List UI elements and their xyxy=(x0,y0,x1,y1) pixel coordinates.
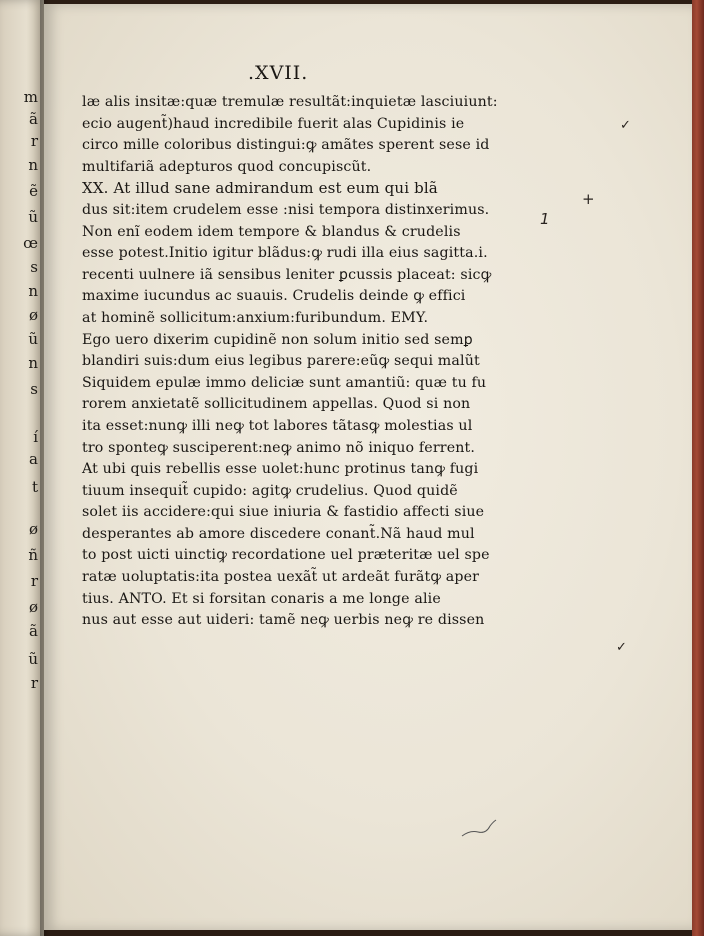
text-line: ita esset:nunꝙ illi neꝙ tot labores tãtasꝙ molestias ul xyxy=(82,417,473,434)
facing-page-fragment: m xyxy=(23,88,38,106)
section-heading-line: XX. At illud sane admirandum est eum qui blã xyxy=(82,179,438,198)
facing-page-fragment: a xyxy=(29,450,38,468)
text-line: maxime iucundus ac suauis. Crudelis deinde ꝙ effici xyxy=(82,288,466,305)
line-end-mark: ✓ xyxy=(620,118,631,133)
facing-page-fragment: ẽ xyxy=(29,182,38,200)
text-line: blandiri suis:dum eius legibus parere:eũꝙ sequi malũt xyxy=(82,353,480,370)
text-line: dus sit:item crudelem esse :nisi tempora distinxerimus. xyxy=(82,201,490,218)
text-line: tius. ANTO. Et si forsitan conaris a me longe alie xyxy=(82,590,441,607)
folio-number: .XVII. xyxy=(248,62,309,84)
text-line: Non enĩ eodem idem tempore & blandus & crudelis xyxy=(82,223,461,240)
text-line: ecio augent̃)haud incredibile fuerit alas Cupidinis ie xyxy=(82,115,465,132)
line-end-mark: ✓ xyxy=(616,640,627,655)
facing-page-fragment: t xyxy=(31,478,38,496)
red-page-edge xyxy=(692,0,704,936)
facing-page-fragment: ũ xyxy=(28,650,38,668)
text-line: at hominẽ sollicitum:anxium:furibundum. EMY. xyxy=(82,309,429,326)
text-line: to post uicti uinctiꝙ recordatione uel præteritæ uel spe xyxy=(82,547,490,564)
facing-page-fragment: í xyxy=(33,428,38,446)
facing-page-fragment: n xyxy=(28,282,38,300)
text-line: At ubi quis rebellis esse uolet:hunc protinus tanꝙ fugi xyxy=(82,461,479,478)
facing-page-fragment: ã xyxy=(29,622,38,640)
margin-note-plus: + xyxy=(582,190,595,208)
text-line: nus aut esse aut uideri: tamẽ neꝙ uerbis neꝙ re dissen xyxy=(82,612,485,629)
text-line: Siquidem epulæ immo deliciæ sunt amantiũ: quæ tu fu xyxy=(82,374,487,391)
margin-note-one: 1 xyxy=(540,210,550,228)
text-line: tro sponteꝙ susciperent:neꝙ animo nõ iniquo ferrent. xyxy=(82,439,476,456)
facing-page-fragment: ñ xyxy=(28,546,38,564)
text-line: læ alis insitæ:quæ tremulæ resultãt:inquietæ lasciuiunt: xyxy=(82,94,498,110)
text-line: esse potest.Initio igitur blãdus:ꝙ rudi illa eius sagitta.i. xyxy=(82,245,488,262)
text-line: circo mille coloribus distingui:ꝙ amãtes sperent sese id xyxy=(82,137,490,154)
facing-page-fragment: ũ xyxy=(28,330,38,348)
text-line: solet iis accidere:qui siue iniuria & fastidio affecti siue xyxy=(82,504,485,521)
facing-page-fragment: ũ xyxy=(28,208,38,226)
text-line: desperantes ab amore discedere conant̃.Nã haud mul xyxy=(82,525,475,542)
facing-page-fragment: œ xyxy=(23,234,38,252)
facing-page-fragment: r xyxy=(30,572,38,590)
text-line: recenti uulnere iã sensibus leniter ꝑcussis placeat: sicꝙ xyxy=(82,266,492,283)
facing-page-fragment: ø xyxy=(28,520,38,538)
facing-page-fragment: r xyxy=(30,132,38,150)
text-line: ratæ uoluptatis:ita postea uexãt̃ ut ardeãt furãtꝙ aper xyxy=(82,569,480,586)
text-line: rorem anxietatẽ sollicitudinem appellas. Quod si non xyxy=(82,396,471,413)
text-line: Ego uero dixerim cupidinẽ non solum initio sed semꝑ xyxy=(82,331,473,348)
facing-page-fragment: s xyxy=(30,380,38,398)
text-line: multifariã adepturos quod concupiscũt. xyxy=(82,158,372,175)
pencil-mark xyxy=(460,816,500,840)
facing-page-fragment: ø xyxy=(28,306,38,324)
facing-page-fragment: n xyxy=(28,156,38,174)
facing-page-fragment: ø xyxy=(28,598,38,616)
text-block xyxy=(82,92,622,632)
facing-page-fragment: r xyxy=(30,674,38,692)
text-line: tiuum insequit̃ cupido: agitꝙ crudelius. Quod quidẽ xyxy=(82,482,458,499)
facing-page-edge xyxy=(0,0,44,936)
facing-page-fragment: s xyxy=(30,258,38,276)
facing-page-fragment: n xyxy=(28,354,38,372)
facing-page-fragment: ã xyxy=(29,110,38,128)
